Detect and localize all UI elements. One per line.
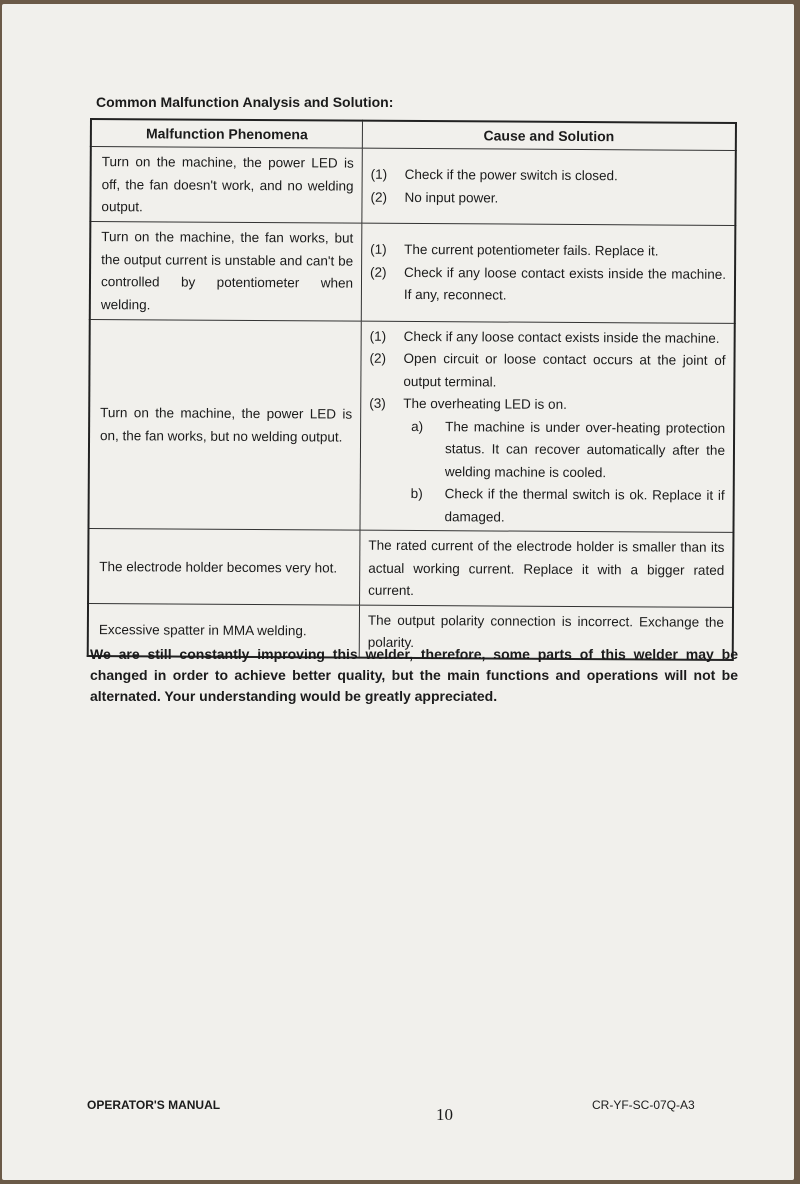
cause-number: (3) <box>369 395 386 411</box>
footer-manual-title: OPERATOR'S MANUAL <box>87 1098 221 1112</box>
subcause-item <box>369 483 725 530</box>
column-header-phenomena: Malfunction Phenomena <box>91 119 363 148</box>
column-header-cause: Cause and Solution <box>362 121 736 151</box>
table-row <box>88 319 734 532</box>
cause-text: The current potentiometer fails. Replace it. <box>404 242 659 259</box>
cause-item <box>370 239 726 264</box>
cause-item <box>369 348 725 395</box>
cause-item <box>369 393 725 418</box>
cause-text: Check if the power switch is closed. <box>404 167 618 184</box>
subcause-letter: a) <box>411 418 424 434</box>
cause-text: Check if any loose contact exists inside the machine. <box>403 328 720 346</box>
cause-cell <box>361 223 735 323</box>
solution-cell: The output polarity connection is incorrect. Exchange the polarity. <box>359 605 733 660</box>
cause-number: (1) <box>369 328 387 344</box>
improvement-note: We are still constantly improving this welder, therefore, some parts of this welder may be changed in order to achieve better quality, but the main functions and operations will not be alternated. Your understanding would be greatly appreciated. <box>90 646 738 704</box>
malfunction-table <box>87 118 737 660</box>
phenomenon-cell: Turn on the machine, the power LED is off, the fan doesn't work, and no welding output. <box>90 147 362 223</box>
cause-cell <box>362 148 736 225</box>
section-heading: Common Malfunction Analysis and Solution: <box>96 94 394 110</box>
cause-number: (1) <box>370 241 387 258</box>
cause-text: Open circuit or loose contact occurs at the joint of output terminal. <box>403 350 726 389</box>
table-header-row <box>91 119 736 150</box>
document-code: CR-YF-SC-07Q-A3 <box>592 1098 695 1112</box>
phenomenon-cell: Turn on the machine, the fan works, but the output current is unstable and can't be controlled by potentiometer when welding. <box>90 221 362 321</box>
cause-text: No input power. <box>404 189 499 206</box>
cause-text: The overheating LED is on. <box>403 395 567 412</box>
cause-item <box>370 325 726 350</box>
cause-item <box>370 261 726 308</box>
table-row <box>88 528 733 606</box>
page-number: 10 <box>436 1105 453 1124</box>
cause-number: (2) <box>370 189 388 205</box>
table-row <box>90 221 736 323</box>
manual-page <box>2 4 794 1180</box>
table-row <box>90 147 735 225</box>
subcause-letter: b) <box>410 485 423 502</box>
cause-item <box>370 186 726 211</box>
cause-item <box>371 164 727 189</box>
subcause-text: The machine is under over-heating protection status. It can recover automatically after the welding machine is cooled. <box>444 418 726 480</box>
cause-text: Check if any loose contact exists inside the machine. If any, reconnect. <box>403 264 727 303</box>
phenomenon-cell: The electrode holder becomes very hot. <box>88 528 360 604</box>
cause-number: (1) <box>370 166 388 183</box>
cause-number: (2) <box>369 350 387 366</box>
cause-number: (2) <box>370 264 387 280</box>
solution-cell: The rated current of the electrode holder is smaller than its actual working current. Replace it with a bigger rated current. <box>360 530 734 607</box>
subcause-text: Check if the thermal switch is ok. Replace it if damaged. <box>444 486 725 525</box>
phenomenon-cell: Turn on the machine, the power LED is on, the fan works, but no welding output. <box>88 319 361 530</box>
phenomenon-cell: Excessive spatter in MMA welding. <box>88 603 360 657</box>
subcause-item <box>369 415 725 485</box>
cause-cell <box>360 321 735 533</box>
